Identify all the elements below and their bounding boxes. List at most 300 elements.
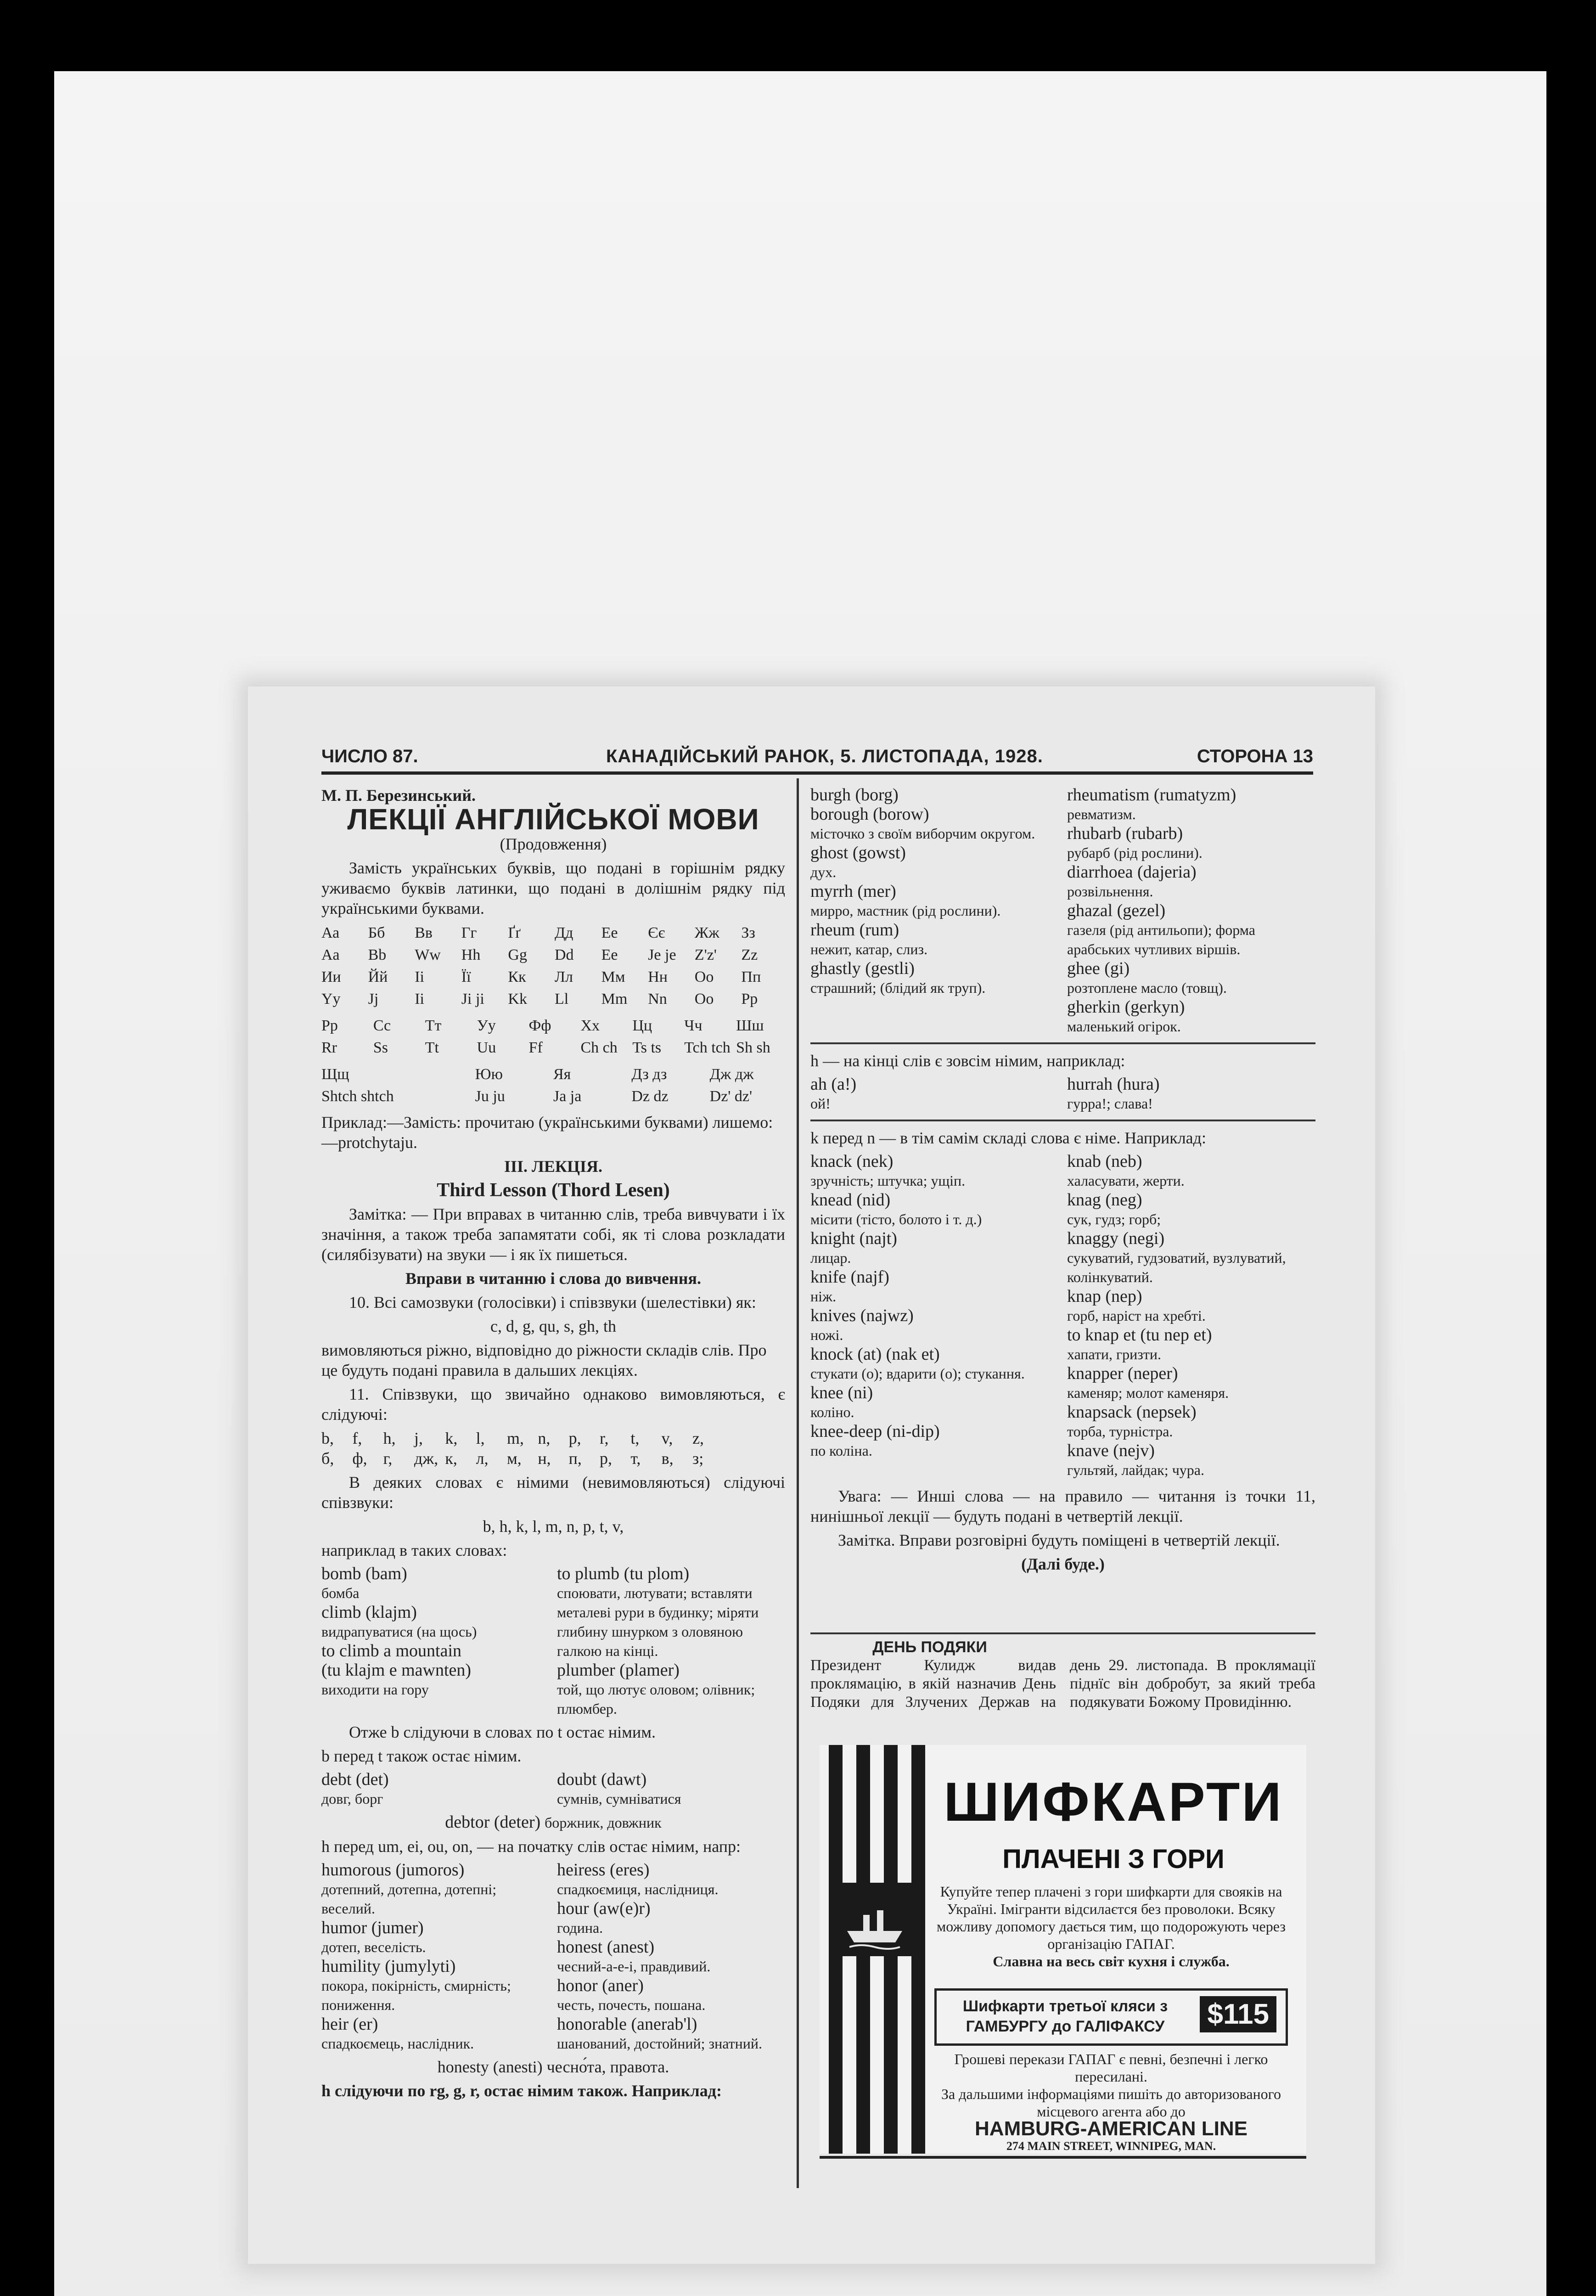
word-entry	[810, 1190, 1059, 1229]
consonant-en: k,	[445, 1429, 458, 1447]
h-rule: h перед um, ei, ou, on, — на початку слів остає німим, напр:	[321, 1837, 741, 1856]
alphabet-cell: Hh	[461, 946, 481, 963]
consonant-ua: н,	[538, 1449, 551, 1468]
remark-paragraph: Замітка: — При вправах в читанню слів, треба вивчувати і їх значіння, а також треба запамятати собі, як ті слова розкладати (силябізувати) на звуки — і як їх пишеться.	[321, 1205, 785, 1264]
word-entry	[810, 1152, 1059, 1190]
word-entry	[321, 1603, 550, 1641]
silent-example: наприклад в таких словах:	[321, 1541, 507, 1559]
word-en: humorous (jumoros)	[321, 1860, 465, 1880]
alphabet-cell: Іі	[415, 968, 424, 985]
word-ua: дух.	[810, 864, 837, 880]
word-en: debt (det)	[321, 1770, 389, 1789]
word-ua: споювати, лютувати; вставляти металеві рури в будинку; міряти глибину шнурком з оловяною галкою на кінці.	[557, 1585, 759, 1659]
word-entry	[1067, 1229, 1315, 1287]
ad-box-text: Шифкарти третьої кляси з ГАМБУРГУ до ГАЛІФАКСУ	[962, 1998, 1168, 2035]
word-en: knack (nek)	[810, 1152, 894, 1171]
word-ua: стукати (о); вдарити (о); стукання.	[810, 1365, 1025, 1382]
consonants-ua	[321, 1448, 785, 1469]
consonant-en: v,	[661, 1429, 673, 1447]
word-en: honorable (anerab'l)	[557, 2015, 697, 2034]
word-entry	[557, 1976, 785, 2015]
consonant-ua: дж,	[414, 1449, 438, 1468]
word-list-1	[321, 1564, 785, 1718]
word-en: gherkin (gerkyn)	[1067, 997, 1185, 1017]
alphabet-cell: Dz' dz'	[709, 1088, 753, 1105]
remark-paragraph-2: Замітка. Вправи розговірні будуть поміщені в четвертій лекції.	[838, 1531, 1280, 1549]
word-en: rheumatism (rumatyzm)	[1067, 785, 1236, 805]
alphabet-cell: Яя	[553, 1066, 571, 1083]
word-en: debtor (deter)	[445, 1812, 541, 1832]
alphabet-cell: Мм	[601, 968, 625, 985]
exercises-heading: Вправи в читанню і слова до вивчення.	[405, 1269, 701, 1288]
alphabet-cell: Пп	[741, 968, 761, 985]
word-entry	[1067, 997, 1315, 1036]
alphabet-cell: Jj	[368, 990, 379, 1007]
alphabet-cell: Gg	[508, 946, 527, 963]
ad-money: Грошеві перекази ГАПАГ є певні, безпечні і легко пересилані.	[954, 2051, 1268, 2085]
word-entry	[557, 1937, 785, 1976]
word-list-2	[321, 1770, 785, 1808]
alphabet-cell: Ee	[601, 946, 618, 963]
consonant-en: b,	[321, 1429, 334, 1447]
alphabet-cell: Щщ	[321, 1066, 349, 1083]
word-en: humor (jumer)	[321, 1918, 424, 1937]
word-en: knapper (neper)	[1067, 1364, 1178, 1383]
word-entry	[1067, 1441, 1315, 1480]
point-11: 11. Співзвуки, що звичайно однаково вимовляються, є слідуючі:	[321, 1385, 785, 1424]
consonant-ua: г,	[383, 1449, 393, 1468]
column-divider	[797, 778, 799, 2188]
word-ua: виходити на гору	[321, 1681, 429, 1698]
word-en: diarrhoea (dajeria)	[1067, 862, 1197, 882]
alphabet-cell: Цц	[632, 1017, 652, 1034]
word-ua: честь, почесть, пошана.	[557, 1997, 706, 2013]
alphabet-table-1	[321, 922, 785, 1010]
word-en: hurrah (hura)	[1067, 1075, 1160, 1094]
ad-body-text: Купуйте тепер плачені з гори шифкарти для свояків на Україні. Імігранти відсилаєтся без проволоки. Всяку можливу допомогу дається тим, що подорожують через організацію ГАПАГ.	[937, 1883, 1286, 1952]
alphabet-cell: Ii	[415, 990, 424, 1007]
final-rule: h слідуючи по rg, g, r, остає німим також. Наприклад:	[321, 2082, 722, 2100]
notice-title: ДЕНЬ ПОДЯКИ	[872, 1638, 987, 1656]
word-en: ghost (gowst)	[810, 843, 906, 862]
word-entry	[1067, 1152, 1315, 1190]
consonant-en: r,	[600, 1429, 609, 1447]
alphabet-cell: Жж	[694, 924, 719, 941]
ad-company: HAMBURG-AMERICAN LINE	[975, 2117, 1248, 2140]
word-entry	[321, 1918, 550, 1957]
alphabet-cell: Ии	[321, 968, 341, 985]
consonant-ua: р,	[600, 1449, 612, 1468]
word-entry	[321, 1564, 550, 1603]
word-ua: гурра!; слава!	[1067, 1095, 1153, 1112]
word-en: to knap et (tu nep et)	[1067, 1325, 1212, 1345]
alphabet-cell: Єє	[648, 924, 665, 941]
word-entry	[1067, 959, 1315, 997]
word-en: knee (ni)	[810, 1383, 873, 1402]
word-list-3	[321, 1860, 785, 2053]
author: М. П. Березинський.	[321, 786, 476, 805]
word-en: knead (nid)	[810, 1190, 891, 1210]
word-ua: ревматизм.	[1067, 806, 1136, 822]
word-ua: довг, борг	[321, 1790, 383, 1807]
word-ua: розвільнення.	[1067, 883, 1153, 900]
word-entry	[1067, 1325, 1315, 1364]
word-ua: каменяр; молот каменяря.	[1067, 1384, 1229, 1401]
word-ua: маленький огірок.	[1067, 1018, 1181, 1035]
word-en: ah (a!)	[810, 1075, 857, 1094]
word-ua: сумнів, сумніватися	[557, 1790, 681, 1807]
word-en: hour (aw(e)r)	[557, 1899, 651, 1918]
word-entry	[557, 1564, 785, 1660]
word-en: knag (neg)	[1067, 1190, 1142, 1210]
silent-intro: В деяких словах є німими (невимовляються) слідуючі співзвуки:	[321, 1473, 785, 1512]
alphabet-cell: Оо	[694, 968, 714, 985]
b-rule-1: Отже b слідуючи в словах по t остає німим.	[349, 1723, 656, 1741]
h-end-rule: h — на кінці слів є зовсім німим, наприклад:	[810, 1052, 1125, 1070]
word-en: knives (najwz)	[810, 1306, 914, 1325]
word-entry	[810, 1229, 1059, 1267]
alphabet-cell: Ji ji	[461, 990, 484, 1007]
alphabet-cell: Tch tch	[684, 1039, 731, 1056]
word-en: borough (borow)	[810, 805, 929, 824]
alphabet-table-2	[321, 1015, 785, 1059]
word-ua: коліно.	[810, 1404, 854, 1420]
alphabet-cell: Ch ch	[580, 1039, 618, 1056]
notice-text: Президент Кулидж видав проклямацію, в якій назначив День Подяки для Злучених Держав на день 29. листопада. В проклямації піднїс він добробут, за який треба подякувати Божому Провидінню.	[810, 1657, 1315, 1711]
word-ua: покора, покірність, смирність; пониження.	[321, 1977, 511, 2013]
consonant-en: h,	[383, 1429, 396, 1447]
word-ua: видрапуватися (на щось)	[321, 1623, 477, 1640]
alphabet-cell: Tt	[425, 1039, 439, 1056]
ad-bar	[911, 1745, 925, 2154]
k-rule: k перед n — в тім самім складі слова є німе. Наприклад:	[810, 1129, 1206, 1147]
word-ua: страшний; (блідий як труп).	[810, 979, 986, 996]
alphabet-cell: Тт	[425, 1017, 442, 1034]
alphabet-cell: Сс	[373, 1017, 391, 1034]
word-ua: місточко з своїм виборчим округом.	[810, 825, 1035, 842]
word-entry	[321, 1860, 550, 1918]
consonant-ua: ф,	[352, 1449, 367, 1468]
consonant-en: m,	[507, 1429, 524, 1447]
word-en: rheum (rum)	[810, 920, 899, 940]
point-10: 10. Всі самозвуки (голосівки) і співзвуки (шелестівки) як:	[349, 1293, 756, 1311]
word-list-5	[810, 1075, 1315, 1113]
silent-letters: b, h, k, l, m, n, p, t, v,	[483, 1517, 624, 1536]
word-en: knight (najt)	[810, 1229, 897, 1248]
consonant-ua: т,	[630, 1449, 641, 1468]
word-en: knapsack (nepsek)	[1067, 1402, 1197, 1422]
word-entry	[1067, 1190, 1315, 1229]
word-ua: спадкоємець, наслідник.	[321, 2035, 474, 2052]
word-en: (tu klajm e mawnten)	[321, 1660, 472, 1680]
word-ua: година.	[557, 1919, 603, 1936]
consonant-ua: б,	[321, 1449, 334, 1468]
word-entry	[810, 1267, 1059, 1306]
word-ua: сук, гудз; горб;	[1067, 1211, 1161, 1227]
word-en: heiress (eres)	[557, 1860, 650, 1880]
alphabet-cell: Зз	[741, 924, 755, 941]
word-en: ghastly (gestli)	[810, 959, 915, 978]
alphabet-cell: Kk	[508, 990, 527, 1007]
word-ua: місити (тісто, болото і т. д.)	[810, 1211, 982, 1227]
alphabet-cell: Лл	[554, 968, 573, 985]
word-entry	[810, 843, 1059, 882]
word-ua: боржник, довжник	[545, 1814, 662, 1831]
alphabet-cell: Aa	[321, 946, 340, 963]
alphabet-cell: Юю	[475, 1066, 503, 1083]
word-entry	[1067, 785, 1315, 824]
word-ua: рубарб (рід рослини).	[1067, 844, 1203, 861]
alphabet-cell: Yy	[321, 990, 341, 1007]
ad-price-box	[934, 1988, 1288, 2046]
word-en: plumber (plamer)	[557, 1660, 680, 1680]
alphabet-cell: Фф	[528, 1017, 551, 1034]
alphabet-cell: Bb	[368, 946, 387, 963]
word-ua: мирро, мастник (рід рослини).	[810, 902, 1001, 919]
consonant-ua: м,	[507, 1449, 522, 1468]
word-en: bomb (bam)	[321, 1564, 407, 1583]
word-en: knee-deep (ni-dip)	[810, 1422, 940, 1441]
alphabet-cell: Rr	[321, 1039, 337, 1056]
consonant-en: f,	[352, 1429, 362, 1447]
word-en: knap (nep)	[1067, 1287, 1142, 1306]
header-rule	[321, 771, 1313, 775]
alphabet-cell: Oo	[694, 990, 714, 1007]
word-ua: хапати, гризти.	[1067, 1346, 1161, 1362]
word-en: knab (neb)	[1067, 1152, 1142, 1171]
word-entry	[810, 882, 1059, 920]
point-10-letters: c, d, g, qu, s, gh, th	[490, 1317, 616, 1335]
alphabet-cell: Бб	[368, 924, 385, 941]
alphabet-cell: Pp	[741, 990, 758, 1007]
word-entry	[557, 2015, 785, 2053]
word-ua: газеля (рід антильопи); форма арабських чутливих віршів.	[1067, 922, 1255, 957]
alphabet-cell: Уу	[477, 1017, 496, 1034]
alphabet-cell: Аа	[321, 924, 340, 941]
alphabet-cell: Ее	[601, 924, 618, 941]
alphabet-cell: Кк	[508, 968, 526, 985]
word-en: rhubarb (rubarb)	[1067, 824, 1183, 843]
b-rule-2: b перед t також остає німим.	[321, 1747, 522, 1765]
continued-label: (Продовження)	[500, 835, 607, 853]
consonant-ua: в,	[661, 1449, 674, 1468]
alphabet-cell: Shtch shtch	[321, 1088, 394, 1105]
word-en: myrrh (mer)	[810, 882, 896, 901]
word-en: to plumb (tu plom)	[557, 1564, 690, 1583]
alphabet-cell: Ww	[415, 946, 441, 963]
word-ua: торба, турністра.	[1067, 1423, 1173, 1440]
ad-slogan: Славна на весь світ кухня і служба.	[993, 1953, 1230, 1970]
ship-emblem-icon	[838, 1883, 911, 1956]
alphabet-cell: Z'z'	[694, 946, 717, 963]
alphabet-cell: Zz	[741, 946, 758, 963]
alphabet-cell: Дд	[554, 924, 573, 941]
word-entry	[1067, 1287, 1315, 1325]
continue-label: (Далі буде.)	[1021, 1555, 1105, 1573]
word-ua: сукуватий, гудзоватий, вузлуватий, колінкуватий.	[1067, 1249, 1286, 1285]
page-header	[321, 746, 1313, 769]
word-entry	[810, 1422, 1059, 1460]
consonant-ua: п,	[568, 1449, 582, 1468]
word-en: knock (at) (nak et)	[810, 1345, 940, 1364]
consonant-en: p,	[568, 1429, 581, 1447]
lesson-title: Third Lesson (Thord Lesen)	[437, 1180, 670, 1201]
alphabet-cell: Mm	[601, 990, 628, 1007]
ad-body	[930, 1883, 1293, 1970]
intro-paragraph: Замість українських буквів, що подані в горішнім рядку уживаємо буквів латинки, що подані в долішнім рядку під українськими буквами.	[321, 859, 785, 917]
alphabet-cell: Ґґ	[508, 924, 521, 941]
word-entry	[321, 1660, 550, 1699]
word-en: humility (jumylyti)	[321, 1957, 456, 1976]
word-ua: спадкоємиця, наслідниця.	[557, 1881, 719, 1897]
alphabet-cell: Дж дж	[709, 1066, 754, 1083]
word-list-4	[810, 785, 1315, 1036]
divider	[810, 1042, 1315, 1044]
ad-address: 274 MAIN STREET, WINNIPEG, MAN.	[1006, 2139, 1216, 2153]
word-ua: лицар.	[810, 1249, 851, 1266]
ad-subtitle: ПЛАЧЕНІ З ГОРИ	[1002, 1844, 1225, 1874]
word-entry	[1067, 862, 1315, 901]
article-title: ЛЕКЦІЇ АНГЛІЙСЬКОЇ МОВИ	[347, 803, 759, 836]
ad-bottom-rule	[820, 2156, 1306, 2159]
ad-info: За дальшими інформаціями пишіть до авторизованого місцевого агента або до	[941, 2086, 1281, 2120]
word-en: climb (klajm)	[321, 1603, 417, 1622]
ad-title: ШИФКАРТИ	[944, 1771, 1283, 1833]
word-entry	[321, 1957, 550, 2015]
consonant-ua: з;	[692, 1449, 704, 1468]
consonant-en: l,	[476, 1429, 485, 1447]
consonants-en	[321, 1428, 785, 1448]
word-entry	[321, 2015, 550, 2053]
alphabet-cell: Ll	[554, 990, 569, 1007]
word-en: heir (er)	[321, 2015, 378, 2034]
alphabet-cell: Чч	[684, 1017, 702, 1034]
lesson-heading: III. ЛЕКЦІЯ.	[504, 1157, 602, 1176]
word-ua: зручність; штучка; ущіп.	[810, 1172, 966, 1189]
word-entry	[1067, 901, 1315, 959]
word-entry	[810, 1306, 1059, 1345]
consonant-en: z,	[692, 1429, 704, 1447]
word-entry	[810, 959, 1059, 997]
left-column	[321, 785, 785, 2105]
word-ua: розтоплене масло (товщ).	[1067, 979, 1227, 996]
word-entry	[1067, 1402, 1315, 1441]
alphabet-cell: Ff	[528, 1039, 543, 1056]
word-ua: дотепний, дотепна, дотепні; веселий.	[321, 1881, 497, 1917]
alphabet-cell: Ts ts	[632, 1039, 662, 1056]
alphabet-cell: Ju ju	[475, 1088, 505, 1105]
alphabet-cell: Ja ja	[553, 1088, 582, 1105]
word-en: knaggy (negi)	[1067, 1229, 1165, 1248]
ad-price: $115	[1200, 1996, 1276, 2032]
word-entry	[810, 1383, 1059, 1422]
newspaper-page	[248, 687, 1375, 2264]
alphabet-cell: Хх	[580, 1017, 600, 1034]
example-paragraph: Приклад:—Замість: прочитаю (українськими буквами) лишемо: —protchytaju.	[321, 1113, 773, 1152]
honesty-line: honesty (anesti) чесно́та, правота.	[437, 2058, 669, 2076]
word-ua: халасувати, жерти.	[1067, 1172, 1185, 1189]
word-list-6	[810, 1152, 1315, 1480]
alphabet-cell: Шш	[736, 1017, 764, 1034]
word-ua: ножі.	[810, 1327, 843, 1343]
word-entry	[557, 1899, 785, 1937]
alphabet-cell: Uu	[477, 1039, 496, 1056]
divider	[810, 1632, 1315, 1634]
word-entry	[557, 1860, 785, 1899]
alphabet-cell: Гг	[461, 924, 477, 941]
word-entry	[810, 805, 1059, 843]
note-paragraph: Увага: — Инші слова — на правило — читання із точки 11, нинішньої лекції — будуть подані в четвертій лекції.	[810, 1487, 1315, 1525]
word-en: honest (anest)	[557, 1937, 655, 1957]
word-ua: гультяй, лайдак; чура.	[1067, 1462, 1204, 1478]
issue-number: ЧИСЛО 87.	[321, 746, 418, 766]
word-en: burgh (borg)	[810, 785, 899, 805]
word-entry	[321, 1641, 550, 1660]
alphabet-table-3	[321, 1064, 785, 1108]
shipping-advertisement	[820, 1745, 1306, 2154]
right-column	[810, 785, 1315, 1578]
word-entry	[557, 1660, 785, 1718]
word-en: to climb a mountain	[321, 1641, 462, 1660]
consonant-en: t,	[630, 1429, 640, 1447]
word-entry	[1067, 824, 1315, 862]
word-en: doubt (dawt)	[557, 1770, 647, 1789]
word-en: honor (aner)	[557, 1976, 644, 1995]
point-10-rest: вимовляються ріжно, відповідно до ріжности складів слів. Про це будуть подані правила в дальших лекціях.	[321, 1341, 767, 1379]
word-en: knife (najf)	[810, 1267, 889, 1287]
word-en: knave (nejv)	[1067, 1441, 1155, 1460]
consonant-en: j,	[414, 1429, 423, 1447]
alphabet-cell: Рр	[321, 1017, 338, 1034]
divider	[810, 1120, 1315, 1121]
ad-footer	[930, 2050, 1293, 2155]
alphabet-cell: Nn	[648, 990, 667, 1007]
word-entry	[1067, 1364, 1315, 1402]
word-ua: дотеп, веселість.	[321, 1939, 426, 1955]
alphabet-cell: Dd	[554, 946, 574, 963]
consonant-en: n,	[538, 1429, 551, 1447]
word-ua: нежит, катар, слиз.	[810, 941, 928, 957]
thanksgiving-notice	[810, 1632, 1315, 1724]
alphabet-cell: Нн	[648, 968, 668, 985]
word-ua: ніж.	[810, 1288, 837, 1305]
word-ua: шанований, достойний; знатний.	[557, 2035, 762, 2052]
alphabet-cell: Її	[461, 968, 471, 985]
word-ua: той, що лютує оловом; олівник; плюмбер.	[557, 1681, 755, 1717]
word-ua: ой!	[810, 1095, 831, 1112]
consonant-ua: к,	[445, 1449, 457, 1468]
word-ua: горб, наріст на хребті.	[1067, 1307, 1206, 1324]
word-en: ghee (gi)	[1067, 959, 1130, 978]
alphabet-cell: Sh sh	[736, 1039, 770, 1056]
consonant-ua: л,	[476, 1449, 489, 1468]
word-en: ghazal (gezel)	[1067, 901, 1166, 920]
word-ua: чесний-а-е-і, правдивий.	[557, 1958, 711, 1975]
word-ua: по коліна.	[810, 1442, 872, 1459]
alphabet-cell: Ss	[373, 1039, 388, 1056]
word-entry	[810, 1345, 1059, 1383]
word-ua: бомба	[321, 1585, 360, 1601]
page-number: СТОРОНА 13	[1197, 746, 1313, 766]
alphabet-cell: Йй	[368, 968, 388, 985]
word-entry	[810, 785, 1059, 805]
alphabet-cell: Дз дз	[631, 1066, 667, 1083]
alphabet-cell: Je je	[648, 946, 676, 963]
alphabet-cell: Dz dz	[631, 1088, 669, 1105]
masthead: КАНАДІЙСЬКИЙ РАНОК, 5. ЛИСТОПАДА, 1928.	[606, 746, 1043, 766]
word-entry	[810, 920, 1059, 959]
alphabet-cell: Вв	[415, 924, 433, 941]
